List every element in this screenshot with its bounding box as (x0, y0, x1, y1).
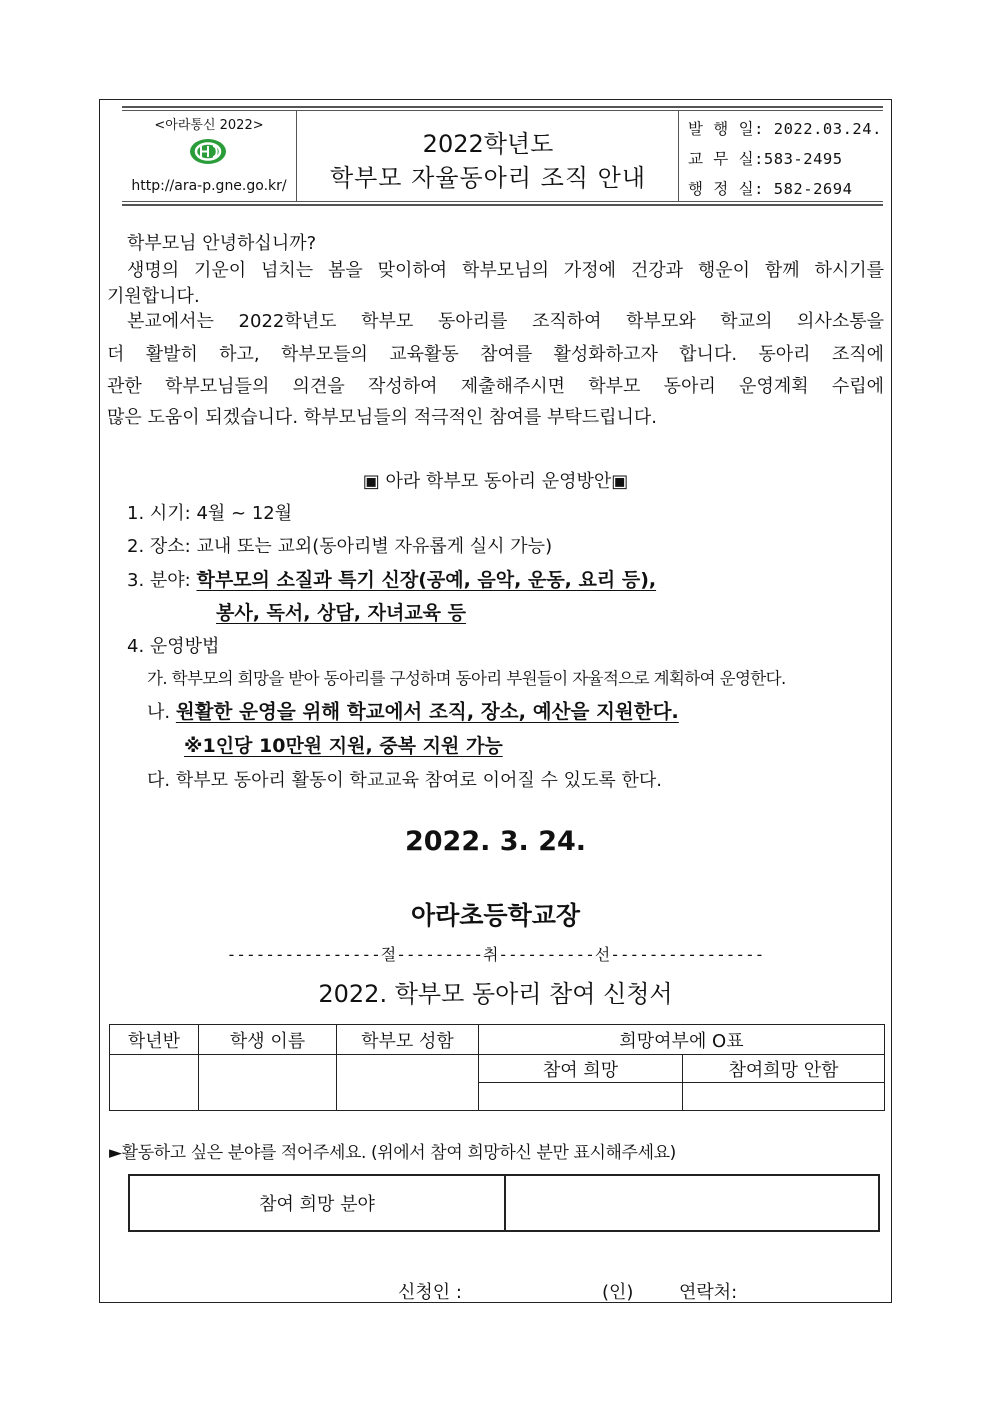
plan-method-a: 가. 학부모의 희망을 받아 동아리를 구성하며 동아리 부원들이 자율적으로 계획하여 운영한다. (147, 669, 786, 688)
field-instruction: ►활동하고 싶은 분야를 적어주세요. (위에서 참여 희망하신 분만 표시해주세요) (109, 1143, 676, 1163)
school-url[interactable]: http://ara-p.gne.go.kr/ (131, 178, 287, 194)
plan-item-period: 1. 시기: 4월 ~ 12월 (127, 503, 293, 524)
school-principal: 아라초등학교장 (410, 901, 581, 930)
field-input[interactable] (505, 1175, 879, 1231)
header-divider (678, 111, 679, 201)
plan-heading: ▣ 아라 학부모 동아리 운영방안▣ (362, 471, 629, 492)
header-divider (296, 111, 297, 201)
header-parent-name: 학부모 성함 (337, 1025, 479, 1055)
header-not-join: 참여희망 안함 (683, 1055, 885, 1083)
admin-phone: 행 정 실: 582-2694 (688, 180, 853, 198)
plan-item-field-text: 학부모의 소질과 특기 신장(공예, 음악, 운동, 요리 등), (196, 569, 657, 591)
plan-item-method: 4. 운영방법 (127, 636, 220, 657)
contact-label: 연락처: (679, 1282, 738, 1303)
letter-paragraph-line: 기원합니다. (107, 286, 200, 307)
page-title: 학부모 자율동아리 조직 안내 (329, 164, 647, 192)
letter-paragraph-line: 많은 도움이 되겠습니다. 학부모님들의 적극적인 참여를 부탁드립니다. (107, 407, 658, 428)
letter-paragraph-line: 관한 학부모님들의 의견을 작성하여 제출해주시면 학부모 동아리 운영계획 수립에 (107, 376, 884, 397)
plan-method-b-text: 원활한 운영을 위해 학교에서 조직, 장소, 예산을 지원한다. (175, 700, 679, 723)
plan-method-b (147, 696, 679, 724)
newsletter-label: <아라통신 2022> (154, 118, 264, 133)
cell-not-join[interactable] (683, 1083, 885, 1111)
greeting: 학부모님 안녕하십니까? (127, 233, 317, 254)
header-participation: 희망여부에 O표 (479, 1025, 885, 1055)
letter-paragraph-line: 본교에서는 2022학년도 학부모 동아리를 조직하여 학부모와 학교의 의사소통을 (127, 311, 884, 332)
header-join: 참여 희망 (479, 1055, 683, 1083)
header-top-rule (122, 106, 883, 111)
school-logo-icon (189, 138, 227, 165)
cell-join[interactable] (479, 1083, 683, 1111)
plan-method-b-note: ※1인당 10만원 지원, 중복 지원 가능 (184, 735, 503, 757)
cell-class[interactable] (110, 1055, 199, 1111)
field-label: 참여 희망 분야 (129, 1175, 505, 1231)
plan-item-field-text-2: 봉사, 독서, 상담, 자녀교육 등 (216, 602, 467, 624)
cell-parent-name[interactable] (337, 1055, 479, 1111)
newsletter-header (122, 106, 883, 206)
plan-method-b-label: 나. (147, 702, 176, 723)
seal-label: (인) (602, 1282, 634, 1303)
issue-date: 발 행 일: 2022.03.24. (688, 120, 882, 138)
letter-paragraph-line: 더 활발히 하고, 학부모들의 교육활동 참여를 활성화하고자 합니다. 동아리 조직에 (107, 344, 884, 365)
plan-method-c: 다. 학부모 동아리 활동이 학교교육 참여로 이어질 수 있도록 한다. (147, 770, 663, 791)
header-class: 학년반 (110, 1025, 199, 1055)
plan-item-place: 2. 장소: 교내 또는 교외(동아리별 자유롭게 실시 가능) (127, 536, 553, 557)
plan-item-field-label: 3. 분야: (127, 570, 197, 591)
cell-student-name[interactable] (199, 1055, 337, 1111)
application-title: 2022. 학부모 동아리 참여 신청서 (318, 980, 673, 1008)
header-student-name: 학생 이름 (199, 1025, 337, 1055)
applicant-label: 신청인 : (398, 1282, 462, 1303)
office-phone: 교 무 실:583-2495 (688, 150, 843, 168)
field-table (128, 1174, 880, 1232)
application-table (109, 1024, 885, 1111)
plan-item-field (127, 565, 656, 592)
letter-date: 2022. 3. 24. (404, 826, 587, 857)
header-bottom-rule (122, 201, 883, 206)
letter-paragraph-line: 생명의 기운이 넘치는 봄을 맞이하여 학부모님의 가정에 건강과 행운이 함께 하시기를 (127, 260, 884, 281)
cut-line: ----------------절---------취----------선---------------- (226, 945, 765, 964)
page-title-year: 2022학년도 (422, 130, 554, 158)
